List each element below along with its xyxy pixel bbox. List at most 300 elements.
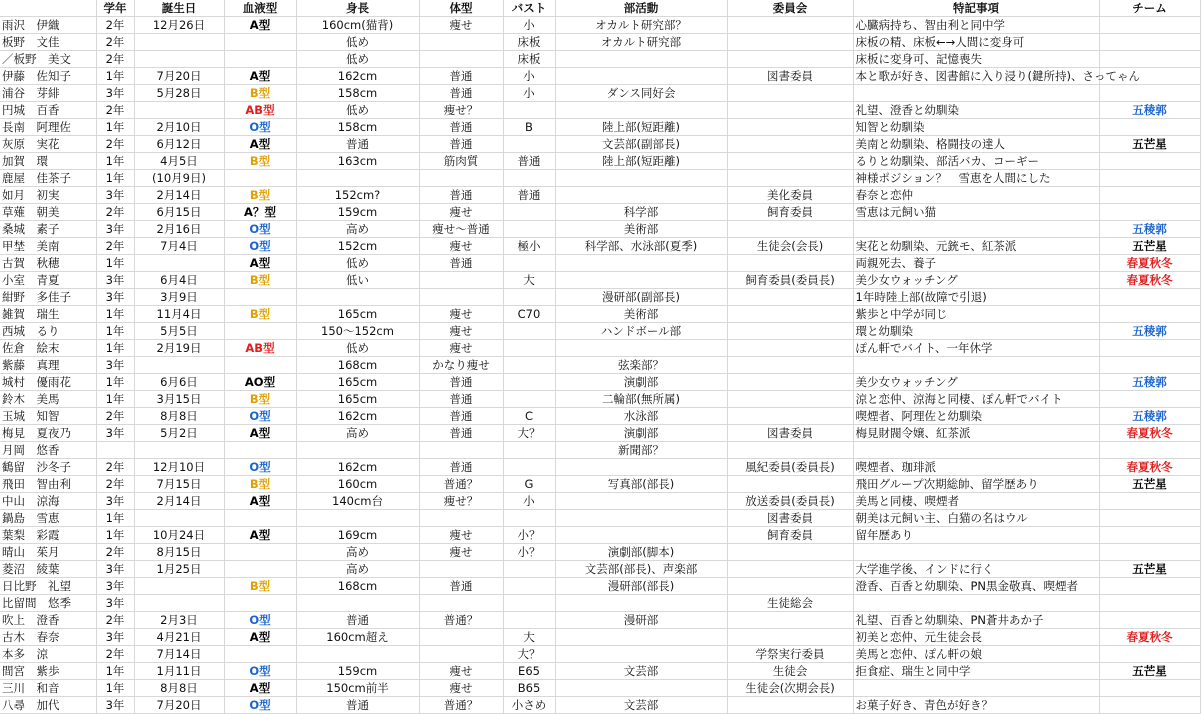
cell-team[interactable]: 五芒星 [1099,663,1200,680]
cell-blood-type[interactable]: O型 [224,612,296,629]
cell-club[interactable] [555,51,727,68]
cell-club[interactable]: 陸上部(短距離) [555,153,727,170]
cell-notes[interactable]: 美南と幼馴染、格闘技の達人 [853,136,1099,153]
cell-bust[interactable]: 小 [503,85,555,102]
cell-team[interactable]: 春夏秋冬 [1099,255,1200,272]
cell-grade[interactable]: 2年 [96,238,134,255]
cell-body-type[interactable]: 普通？ [419,612,503,629]
cell-team[interactable] [1099,170,1200,187]
cell-name[interactable]: 吹上 澄香 [0,612,96,629]
cell-name[interactable]: 加賀 環 [0,153,96,170]
cell-blood-type[interactable]: A型 [224,255,296,272]
cell-height[interactable]: 普通 [296,697,419,714]
cell-blood-type[interactable]: AO型 [224,374,296,391]
cell-blood-type[interactable] [224,51,296,68]
cell-team[interactable]: 五芒星 [1099,238,1200,255]
cell-grade[interactable]: 1年 [96,68,134,85]
cell-grade[interactable]: 2年 [96,34,134,51]
cell-blood-type[interactable] [224,561,296,578]
cell-body-type[interactable]: 痩せ？ [419,102,503,119]
cell-committee[interactable]: 図書委員 [727,68,853,85]
cell-notes[interactable]: 1年時陸上部(故障で引退) [853,289,1099,306]
cell-birthday[interactable] [134,510,224,527]
cell-birthday[interactable]: 7月20日 [134,68,224,85]
cell-bust[interactable] [503,374,555,391]
cell-team[interactable]: 春夏秋冬 [1099,425,1200,442]
column-header-bust[interactable]: バスト [503,0,555,17]
cell-grade[interactable]: 1年 [96,391,134,408]
cell-body-type[interactable]: 痩せ [419,238,503,255]
cell-committee[interactable]: 生徒会 [727,663,853,680]
cell-body-type[interactable] [419,289,503,306]
cell-grade[interactable]: 2年 [96,459,134,476]
cell-body-type[interactable] [419,595,503,612]
cell-club[interactable]: 文芸部(部長)、声楽部 [555,561,727,578]
cell-body-type[interactable]: 普通 [419,391,503,408]
cell-committee[interactable]: 生徒会(会長) [727,238,853,255]
cell-birthday[interactable]: 2月19日 [134,340,224,357]
cell-notes[interactable]: 美少女ウォッチング [853,272,1099,289]
cell-name[interactable]: 紫藤 真理 [0,357,96,374]
cell-blood-type[interactable]: A？型 [224,204,296,221]
cell-notes[interactable]: 喫煙者、珈琲派 [853,459,1099,476]
cell-name[interactable]: 雑賀 瑞生 [0,306,96,323]
cell-body-type[interactable]: 痩せ？ [419,493,503,510]
cell-notes[interactable]: 涼と恋仲、涼海と同棲、ぽん軒でバイト [853,391,1099,408]
cell-committee[interactable]: 飼育委員 [727,204,853,221]
cell-height[interactable]: 140cm台 [296,493,419,510]
cell-notes[interactable]: 両親死去、養子 [853,255,1099,272]
column-header-grade[interactable]: 学年 [96,0,134,17]
cell-club[interactable] [555,595,727,612]
cell-committee[interactable] [727,255,853,272]
column-header-club[interactable]: 部活動 [555,0,727,17]
cell-bust[interactable] [503,255,555,272]
cell-committee[interactable] [727,51,853,68]
cell-notes[interactable]: 神様ポジション？ 雪恵を人間にした [853,170,1099,187]
cell-body-type[interactable]: 痩せ [419,17,503,34]
cell-team[interactable] [1099,119,1200,136]
cell-birthday[interactable]: 5月2日 [134,425,224,442]
cell-name[interactable]: 長南 阿理佐 [0,119,96,136]
cell-club[interactable] [555,510,727,527]
cell-blood-type[interactable]: A型 [224,68,296,85]
cell-bust[interactable] [503,442,555,459]
cell-birthday[interactable] [134,595,224,612]
cell-notes[interactable]: 春奈と恋仲 [853,187,1099,204]
cell-birthday[interactable]: 2月3日 [134,612,224,629]
cell-notes[interactable]: 床板の精、床板←→人間に変身可 [853,34,1099,51]
cell-birthday[interactable]: (10月9日) [134,170,224,187]
cell-name[interactable]: 梅見 夏夜乃 [0,425,96,442]
cell-height[interactable]: 普通 [296,612,419,629]
cell-notes[interactable]: るりと幼馴染、部活バカ、コーギー [853,153,1099,170]
cell-birthday[interactable]: 6月4日 [134,272,224,289]
cell-height[interactable]: 高め [296,425,419,442]
cell-name[interactable]: 灰原 実花 [0,136,96,153]
cell-body-type[interactable]: 痩せ [419,340,503,357]
cell-grade[interactable] [96,442,134,459]
cell-grade[interactable]: 3年 [96,578,134,595]
cell-grade[interactable]: 3年 [96,595,134,612]
cell-name[interactable]: 日比野 礼望 [0,578,96,595]
cell-grade[interactable]: 2年 [96,612,134,629]
cell-grade[interactable]: 2年 [96,136,134,153]
cell-grade[interactable]: 1年 [96,323,134,340]
cell-name[interactable]: 小室 青夏 [0,272,96,289]
cell-committee[interactable]: 図書委員 [727,425,853,442]
cell-bust[interactable]: 大？ [503,646,555,663]
cell-club[interactable]: オカルト研究部？ [555,17,727,34]
cell-club[interactable]: 水泳部 [555,408,727,425]
cell-bust[interactable]: 極小 [503,238,555,255]
cell-notes[interactable]: 雪恵は元飼い猫 [853,204,1099,221]
cell-birthday[interactable]: 6月15日 [134,204,224,221]
cell-birthday[interactable]: 11月4日 [134,306,224,323]
cell-blood-type[interactable]: AB型 [224,340,296,357]
cell-birthday[interactable]: 3月15日 [134,391,224,408]
column-header-birthday[interactable]: 誕生日 [134,0,224,17]
cell-bust[interactable] [503,136,555,153]
cell-committee[interactable] [727,544,853,561]
cell-notes[interactable] [853,442,1099,459]
cell-notes[interactable]: 心臓病持ち、智由利と同中学 [853,17,1099,34]
cell-blood-type[interactable]: A型 [224,493,296,510]
cell-grade[interactable]: 3年 [96,187,134,204]
cell-bust[interactable]: C70 [503,306,555,323]
cell-bust[interactable] [503,102,555,119]
cell-club[interactable]: 漫研部(部長) [555,578,727,595]
cell-birthday[interactable] [134,51,224,68]
cell-committee[interactable]: 生徒会(次期会長) [727,680,853,697]
cell-committee[interactable] [727,34,853,51]
cell-notes[interactable]: 留年歴あり [853,527,1099,544]
cell-notes[interactable]: 梅見財閥令嬢、紅茶派 [853,425,1099,442]
cell-blood-type[interactable] [224,510,296,527]
cell-notes[interactable]: 知智と幼馴染 [853,119,1099,136]
cell-birthday[interactable]: 1月25日 [134,561,224,578]
cell-grade[interactable]: 2年 [96,408,134,425]
cell-name[interactable]: 板野 文佳 [0,34,96,51]
cell-blood-type[interactable] [224,357,296,374]
cell-name[interactable]: 玉城 知智 [0,408,96,425]
cell-body-type[interactable]: 普通？ [419,476,503,493]
cell-name[interactable]: 佐倉 絵末 [0,340,96,357]
cell-grade[interactable]: 2年 [96,476,134,493]
cell-club[interactable]: ダンス同好会 [555,85,727,102]
cell-name[interactable]: 鶴留 沙冬子 [0,459,96,476]
cell-notes[interactable]: 喫煙者、阿理佐と幼馴染 [853,408,1099,425]
cell-bust[interactable] [503,459,555,476]
cell-team[interactable] [1099,510,1200,527]
cell-body-type[interactable] [419,629,503,646]
cell-team[interactable]: 五芒星 [1099,561,1200,578]
cell-height[interactable]: 152cm [296,238,419,255]
cell-team[interactable] [1099,391,1200,408]
cell-blood-type[interactable]: O型 [224,408,296,425]
cell-committee[interactable]: 学祭実行委員 [727,646,853,663]
cell-blood-type[interactable]: A型 [224,17,296,34]
cell-club[interactable] [555,340,727,357]
cell-height[interactable] [296,442,419,459]
cell-height[interactable]: 普通 [296,136,419,153]
cell-body-type[interactable]: 痩せ [419,680,503,697]
cell-name[interactable]: 本多 涼 [0,646,96,663]
cell-team[interactable]: 五芒星 [1099,136,1200,153]
cell-bust[interactable] [503,612,555,629]
cell-height[interactable] [296,646,419,663]
cell-height[interactable]: 162cm [296,459,419,476]
cell-club[interactable]: 美術部 [555,306,727,323]
cell-committee[interactable]: 図書委員 [727,510,853,527]
cell-committee[interactable]: 美化委員 [727,187,853,204]
cell-team[interactable] [1099,34,1200,51]
cell-committee[interactable] [727,306,853,323]
cell-body-type[interactable] [419,561,503,578]
cell-body-type[interactable]: 普通 [419,68,503,85]
cell-committee[interactable] [727,323,853,340]
cell-team[interactable] [1099,357,1200,374]
cell-notes[interactable] [853,595,1099,612]
cell-body-type[interactable]: 痩せ [419,663,503,680]
cell-team[interactable] [1099,187,1200,204]
cell-team[interactable] [1099,680,1200,697]
cell-committee[interactable] [727,476,853,493]
cell-name[interactable]: 間宮 紫歩 [0,663,96,680]
cell-name[interactable]: 古賀 秋穂 [0,255,96,272]
cell-team[interactable]: 五稜郭 [1099,374,1200,391]
cell-committee[interactable]: 放送委員(委員長) [727,493,853,510]
cell-bust[interactable] [503,595,555,612]
cell-club[interactable] [555,493,727,510]
cell-committee[interactable] [727,578,853,595]
cell-birthday[interactable]: 2月14日 [134,187,224,204]
cell-body-type[interactable]: 普通？ [419,697,503,714]
cell-blood-type[interactable] [224,289,296,306]
cell-height[interactable]: 163cm [296,153,419,170]
cell-bust[interactable] [503,561,555,578]
cell-name[interactable]: 葉梨 彩霞 [0,527,96,544]
cell-name[interactable]: 浦谷 芽緋 [0,85,96,102]
cell-committee[interactable] [727,136,853,153]
cell-height[interactable]: 165cm [296,306,419,323]
cell-bust[interactable]: 小 [503,17,555,34]
cell-height[interactable]: 152cm? [296,187,419,204]
cell-birthday[interactable]: 8月8日 [134,408,224,425]
cell-birthday[interactable]: 7月4日 [134,238,224,255]
cell-team[interactable] [1099,340,1200,357]
cell-height[interactable] [296,595,419,612]
cell-notes[interactable]: 美馬と同棲、喫煙者 [853,493,1099,510]
cell-birthday[interactable] [134,442,224,459]
cell-bust[interactable] [503,578,555,595]
cell-committee[interactable] [727,119,853,136]
cell-body-type[interactable] [419,646,503,663]
cell-committee[interactable] [727,170,853,187]
cell-name[interactable]: 鈴木 美馬 [0,391,96,408]
cell-team[interactable] [1099,544,1200,561]
cell-bust[interactable]: 床板 [503,34,555,51]
cell-team[interactable] [1099,51,1200,68]
cell-grade[interactable]: 1年 [96,663,134,680]
cell-team[interactable]: 五稜郭 [1099,221,1200,238]
cell-grade[interactable]: 3年 [96,289,134,306]
cell-blood-type[interactable]: A型 [224,629,296,646]
cell-committee[interactable] [727,102,853,119]
cell-height[interactable]: 低め [296,34,419,51]
cell-bust[interactable]: 小 [503,493,555,510]
cell-blood-type[interactable] [224,646,296,663]
cell-team[interactable] [1099,153,1200,170]
cell-team[interactable] [1099,527,1200,544]
cell-notes[interactable]: ぽん軒でバイト、一年休学 [853,340,1099,357]
cell-body-type[interactable]: 普通 [419,119,503,136]
cell-bust[interactable]: 床板 [503,51,555,68]
cell-bust[interactable]: G [503,476,555,493]
cell-club[interactable] [555,255,727,272]
cell-team[interactable] [1099,646,1200,663]
cell-height[interactable]: 158cm [296,119,419,136]
cell-bust[interactable] [503,204,555,221]
cell-body-type[interactable] [419,34,503,51]
cell-club[interactable]: 文芸部 [555,697,727,714]
cell-grade[interactable]: 3年 [96,272,134,289]
cell-birthday[interactable] [134,357,224,374]
cell-birthday[interactable] [134,255,224,272]
cell-name[interactable]: ／板野 美文 [0,51,96,68]
cell-name[interactable]: 如月 初実 [0,187,96,204]
cell-bust[interactable]: C [503,408,555,425]
cell-blood-type[interactable]: A型 [224,136,296,153]
cell-club[interactable]: オカルト研究部 [555,34,727,51]
cell-name[interactable]: 三川 和音 [0,680,96,697]
cell-height[interactable]: 160cm(猫背) [296,17,419,34]
cell-club[interactable]: 弦楽部？ [555,357,727,374]
cell-body-type[interactable]: 普通 [419,187,503,204]
cell-height[interactable]: 165cm [296,391,419,408]
cell-height[interactable]: 159cm [296,204,419,221]
cell-notes[interactable] [853,544,1099,561]
cell-height[interactable]: 158cm [296,85,419,102]
cell-notes[interactable]: 美馬と恋仲、ぽん軒の娘 [853,646,1099,663]
cell-blood-type[interactable]: O型 [224,697,296,714]
cell-grade[interactable]: 2年 [96,51,134,68]
cell-club[interactable] [555,527,727,544]
cell-bust[interactable]: B [503,119,555,136]
cell-height[interactable]: 高め [296,221,419,238]
cell-name[interactable]: 円城 百香 [0,102,96,119]
cell-height[interactable]: 150～152cm [296,323,419,340]
cell-team[interactable] [1099,17,1200,34]
cell-bust[interactable]: E65 [503,663,555,680]
cell-grade[interactable]: 1年 [96,255,134,272]
cell-birthday[interactable]: 7月15日 [134,476,224,493]
cell-committee[interactable] [727,561,853,578]
cell-club[interactable] [555,187,727,204]
cell-team[interactable]: 春夏秋冬 [1099,629,1200,646]
cell-body-type[interactable]: 普通 [419,408,503,425]
cell-committee[interactable] [727,442,853,459]
cell-grade[interactable]: 1年 [96,374,134,391]
cell-grade[interactable]: 1年 [96,170,134,187]
cell-committee[interactable] [727,629,853,646]
cell-height[interactable]: 159cm [296,663,419,680]
cell-club[interactable]: ハンドボール部 [555,323,727,340]
cell-committee[interactable] [727,340,853,357]
cell-notes[interactable]: 環と幼馴染 [853,323,1099,340]
cell-club[interactable]: 科学部、水泳部(夏季) [555,238,727,255]
cell-height[interactable]: 150cm前半 [296,680,419,697]
cell-bust[interactable] [503,170,555,187]
cell-committee[interactable]: 風紀委員(委員長) [727,459,853,476]
cell-height[interactable]: 160cm [296,476,419,493]
cell-blood-type[interactable] [224,544,296,561]
cell-name[interactable]: 飛田 智由利 [0,476,96,493]
column-header-body-type[interactable]: 体型 [419,0,503,17]
cell-body-type[interactable]: 痩せ [419,544,503,561]
cell-team[interactable] [1099,578,1200,595]
cell-club[interactable]: 美術部 [555,221,727,238]
cell-name[interactable]: 月岡 悠香 [0,442,96,459]
cell-notes[interactable] [853,221,1099,238]
cell-team[interactable] [1099,289,1200,306]
cell-club[interactable]: 新聞部？ [555,442,727,459]
cell-bust[interactable]: 大 [503,629,555,646]
cell-body-type[interactable]: 痩せ [419,527,503,544]
cell-height[interactable]: 低め [296,340,419,357]
cell-club[interactable]: 漫研部 [555,612,727,629]
cell-team[interactable] [1099,85,1200,102]
cell-bust[interactable] [503,357,555,374]
cell-birthday[interactable]: 8月15日 [134,544,224,561]
cell-team[interactable]: 五稜郭 [1099,408,1200,425]
cell-bust[interactable]: B65 [503,680,555,697]
cell-height[interactable] [296,289,419,306]
cell-club[interactable] [555,629,727,646]
cell-height[interactable] [296,510,419,527]
cell-committee[interactable] [727,357,853,374]
cell-name[interactable]: 中山 涼海 [0,493,96,510]
cell-body-type[interactable]: 痩せ [419,306,503,323]
cell-height[interactable]: 低い [296,272,419,289]
cell-height[interactable]: 低め [296,102,419,119]
cell-name[interactable]: 西城 るり [0,323,96,340]
cell-club[interactable] [555,102,727,119]
cell-name[interactable]: 桑城 素子 [0,221,96,238]
cell-blood-type[interactable] [224,595,296,612]
cell-height[interactable]: 162cm [296,408,419,425]
cell-body-type[interactable]: 普通 [419,459,503,476]
cell-body-type[interactable]: 痩せ [419,323,503,340]
cell-name[interactable]: 城村 優雨花 [0,374,96,391]
cell-team[interactable] [1099,697,1200,714]
cell-committee[interactable] [727,153,853,170]
cell-team[interactable]: 五稜郭 [1099,323,1200,340]
cell-bust[interactable]: 普通 [503,187,555,204]
cell-committee[interactable] [727,289,853,306]
cell-body-type[interactable]: 普通 [419,374,503,391]
cell-bust[interactable] [503,323,555,340]
cell-grade[interactable]: 3年 [96,357,134,374]
cell-birthday[interactable]: 5月5日 [134,323,224,340]
cell-grade[interactable]: 3年 [96,425,134,442]
cell-grade[interactable]: 1年 [96,153,134,170]
cell-notes[interactable]: 初美と恋仲、元生徒会長 [853,629,1099,646]
cell-height[interactable]: 168cm [296,578,419,595]
cell-blood-type[interactable] [224,34,296,51]
cell-committee[interactable]: 生徒総会 [727,595,853,612]
cell-body-type[interactable]: 普通 [419,255,503,272]
